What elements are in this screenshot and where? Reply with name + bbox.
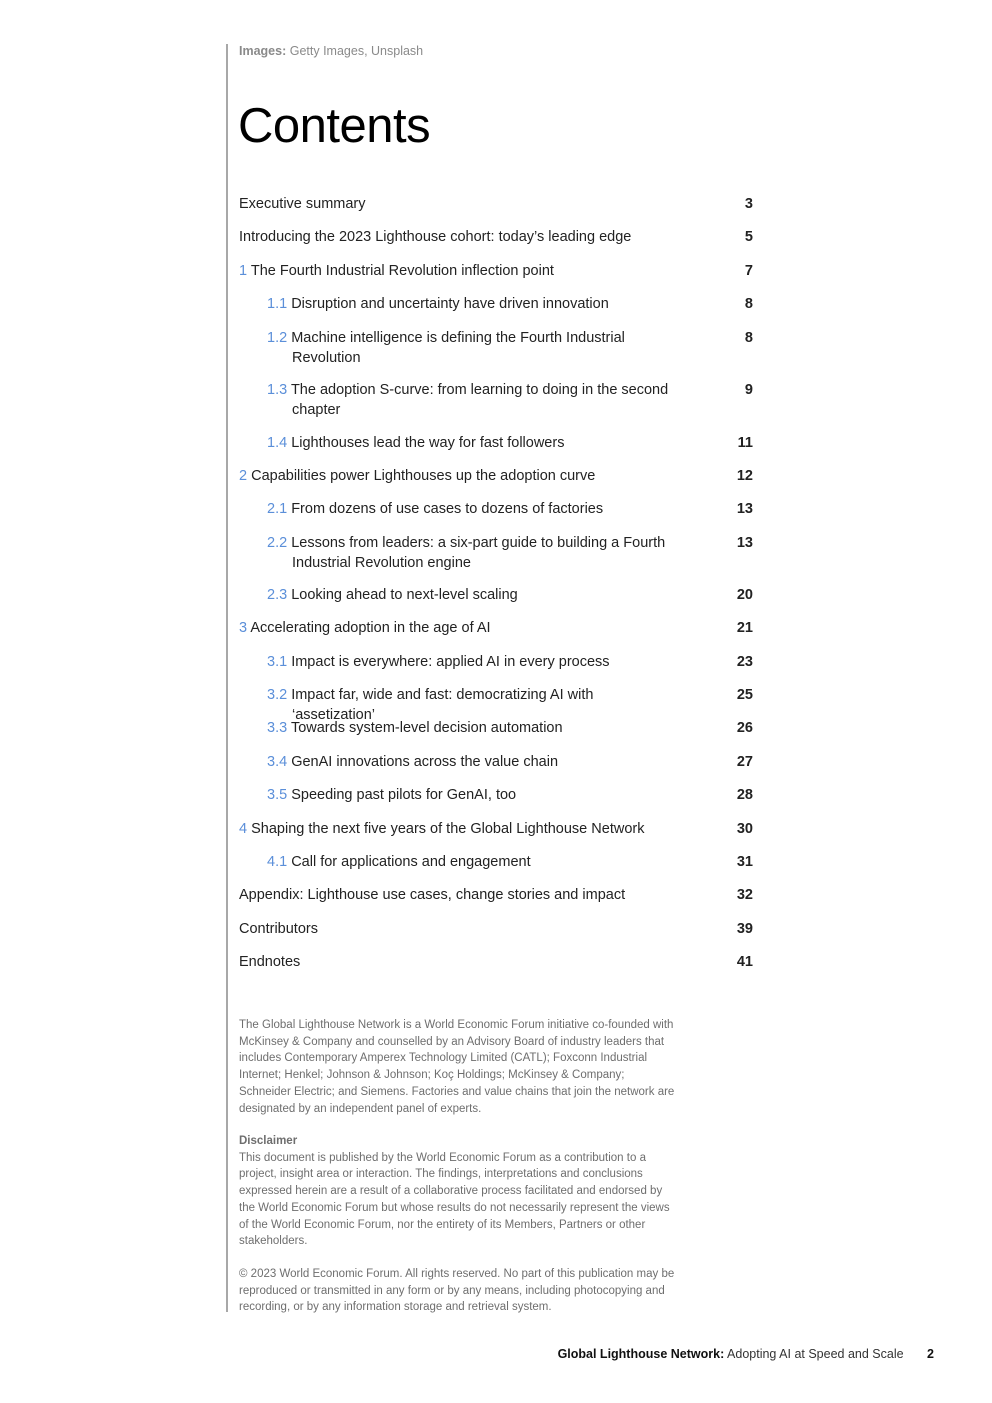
toc-entry-page: 26 — [736, 720, 753, 736]
toc-entry-label — [239, 467, 755, 487]
credits-label: Images: — [239, 44, 287, 58]
toc-entry-page: 8 — [744, 330, 753, 346]
toc-entry-label — [239, 434, 755, 454]
toc-entry[interactable] — [239, 953, 755, 973]
toc-entry[interactable] — [239, 195, 755, 215]
toc-entry-text — [239, 262, 719, 282]
toc-entry-page: 27 — [736, 754, 753, 770]
toc-entry-title: From dozens of use cases to dozens of factories — [291, 501, 604, 517]
toc-entry[interactable] — [239, 434, 755, 454]
toc-entry[interactable] — [239, 467, 755, 487]
toc-entry-title: Towards system-level decision automation — [290, 720, 563, 736]
copyright-notice: © 2023 World Economic Forum. All rights reserved. No part of this publication may be reproduced or transmitted in any form or by any means, including photocopying and recording, or by any information storage and retrieval system. — [239, 1268, 675, 1314]
toc-entry-page: 7 — [744, 263, 753, 279]
footer-publication-name: Global Lighthouse Network: — [557, 1347, 725, 1361]
toc-entry-page: 39 — [736, 921, 753, 937]
toc-entry-text — [239, 886, 719, 906]
toc-entry-title: Machine intelligence is defining the Fourth Industrial Revolution — [291, 330, 625, 366]
toc-entry-title: Shaping the next five years of the Global Lighthouse Network — [251, 821, 645, 837]
page-footer — [558, 1347, 934, 1361]
toc-entry-number: 3.3 — [267, 720, 288, 736]
toc-entry[interactable] — [239, 586, 755, 606]
toc-entry[interactable] — [239, 786, 755, 806]
toc-entry-page: 28 — [736, 787, 753, 803]
toc-entry-page: 21 — [736, 620, 753, 636]
toc-entry-text — [239, 953, 719, 973]
toc-entry-label — [239, 719, 755, 739]
toc-entry-number: 3.1 — [267, 654, 288, 670]
toc-entry-label — [239, 295, 755, 315]
toc-entry-text — [267, 653, 677, 673]
toc-entry-page: 8 — [744, 296, 753, 312]
toc-entry[interactable] — [239, 886, 755, 906]
toc-entry-label — [239, 586, 755, 606]
toc-entry-label — [239, 653, 755, 673]
toc-entry-title: Disruption and uncertainty have driven innovation — [291, 296, 609, 312]
toc-entry-title: Speeding past pilots for GenAI, too — [291, 787, 517, 803]
toc-entry-text — [239, 820, 719, 840]
toc-entry-label — [239, 753, 755, 773]
page-title: Contents — [238, 99, 431, 153]
toc-entry-title: Introducing the 2023 Lighthouse cohort: today’s leading edge — [239, 229, 632, 245]
toc-entry[interactable] — [239, 329, 755, 368]
toc-entry-page: 32 — [736, 887, 753, 903]
toc-entry-label — [239, 329, 755, 368]
toc-entry-title: Looking ahead to next-level scaling — [291, 587, 518, 603]
toc-entry-text — [267, 500, 677, 520]
toc-entry-number: 3 — [239, 620, 248, 636]
toc-entry-label — [239, 953, 755, 973]
toc-entry-text — [267, 434, 677, 454]
toc-entry-label — [239, 886, 755, 906]
toc-entry-label — [239, 920, 755, 940]
toc-entry-title: Appendix: Lighthouse use cases, change stories and impact — [239, 887, 626, 903]
toc-entry-title: Impact is everywhere: applied AI in every process — [291, 654, 610, 670]
toc-entry[interactable] — [239, 853, 755, 873]
image-credits — [239, 44, 423, 58]
toc-entry-text — [267, 719, 677, 739]
toc-entry-page: 25 — [736, 687, 753, 703]
toc-entry-text — [267, 329, 677, 368]
toc-entry-page: 23 — [736, 654, 753, 670]
disclaimer-heading: Disclaimer — [239, 1135, 298, 1147]
toc-entry-page: 12 — [736, 468, 753, 484]
toc-entry-title: Lessons from leaders: a six-part guide to building a Fourth Industrial Revolution engine — [291, 535, 666, 571]
toc-entry-label — [239, 381, 755, 420]
toc-entry[interactable] — [239, 753, 755, 773]
toc-entry-title: Capabilities power Lighthouses up the adoption curve — [251, 468, 596, 484]
toc-entry-number: 2.1 — [267, 501, 288, 517]
margin-rule — [226, 44, 228, 1312]
toc-entry-page: 20 — [736, 587, 753, 603]
toc-entry[interactable] — [239, 653, 755, 673]
toc-entry-label — [239, 195, 755, 215]
disclaimer-text: This document is published by the World Economic Forum as a contribution to a project, insight area or interaction. The findings, interpretations and conclusions expressed herein are a result of a collaborative process facilitated and endorsed by the World Economic Forum but whose results do not necessarily represent the views of the World Economic Forum, nor the entirety of its Members, Partners or other stakeholders. — [239, 1151, 670, 1248]
toc-entry-title: The adoption S-curve: from learning to doing in the second chapter — [290, 382, 669, 418]
toc-entry[interactable] — [239, 262, 755, 282]
toc-entry-number: 2.2 — [267, 535, 288, 551]
toc-entry-number: 1 — [239, 263, 248, 279]
toc-entry[interactable] — [239, 500, 755, 520]
toc-entry-page: 13 — [736, 501, 753, 517]
toc-entry-text — [239, 619, 719, 639]
toc-entry-number: 1.1 — [267, 296, 288, 312]
toc-entry-label — [239, 853, 755, 873]
toc-entry-label — [239, 619, 755, 639]
footer-publication-title: Adopting AI at Speed and Scale — [727, 1347, 904, 1361]
toc-entry-text — [267, 786, 677, 806]
footer-page-number: 2 — [927, 1347, 934, 1361]
toc-entry-title: The Fourth Industrial Revolution inflection point — [250, 263, 554, 279]
toc-entry-text — [267, 753, 677, 773]
toc-entry-number: 1.2 — [267, 330, 288, 346]
toc-entry-number: 1.4 — [267, 435, 288, 451]
toc-entry-text — [239, 920, 719, 940]
toc-entry-page: 11 — [737, 435, 753, 451]
toc-entry-title: Impact far, wide and fast: democratizing AI with ‘assetization’ — [291, 687, 594, 723]
toc-entry[interactable] — [239, 228, 755, 248]
toc-entry-text — [239, 195, 719, 215]
toc-entry[interactable] — [239, 820, 755, 840]
toc-entry-label — [239, 820, 755, 840]
toc-entry-label — [239, 228, 755, 248]
toc-entry-label — [239, 534, 755, 573]
toc-entry-page: 9 — [744, 382, 753, 398]
disclaimer-block — [239, 1133, 679, 1250]
credits-value: Getty Images, Unsplash — [289, 44, 424, 58]
toc-entry-number: 3.5 — [267, 787, 288, 803]
toc-entry-title: Contributors — [239, 921, 318, 937]
toc-entry-title: Endnotes — [239, 954, 301, 970]
toc-entry-label — [239, 500, 755, 520]
toc-entry-number: 2 — [239, 468, 248, 484]
toc-entry-title: Call for applications and engagement — [291, 854, 531, 870]
toc-entry-text — [267, 853, 677, 873]
toc-entry[interactable] — [239, 295, 755, 315]
toc-entry-title: GenAI innovations across the value chain — [291, 754, 559, 770]
toc-entry-title: Accelerating adoption in the age of AI — [250, 620, 491, 636]
toc-entry-number: 3.2 — [267, 687, 288, 703]
toc-entry-page: 5 — [744, 229, 753, 245]
toc-entry-text — [267, 534, 677, 573]
toc-entry-label — [239, 262, 755, 282]
toc-entry-label — [239, 786, 755, 806]
toc-entry-page: 41 — [736, 954, 753, 970]
toc-entry-page: 31 — [736, 854, 753, 870]
toc-entry-number: 4.1 — [267, 854, 288, 870]
toc-entry[interactable] — [239, 619, 755, 639]
toc-entry[interactable] — [239, 381, 755, 420]
about-paragraph: The Global Lighthouse Network is a World Economic Forum initiative co-founded with McKinsey & Company and counselled by an Advisory Board of industry leaders that includes Contemporary Amperex Technology Limited (CATL); Foxconn Industrial Internet; Henkel; Johnson & Johnson; Koç Holdings; McKinsey & Company; Schneider Electric; and Siemens. Factories and value chains that join the network are designated by an independent panel of experts. — [239, 1019, 675, 1115]
toc-entry-text — [267, 295, 677, 315]
toc-entry-text — [239, 467, 719, 487]
toc-entry-number: 1.3 — [267, 382, 288, 398]
toc-entry-number: 3.4 — [267, 754, 288, 770]
toc-entry-text — [267, 381, 677, 420]
toc-entry-text — [239, 228, 719, 248]
toc-entry-number: 2.3 — [267, 587, 288, 603]
toc-entry[interactable] — [239, 719, 755, 739]
toc-entry-title: Lighthouses lead the way for fast followers — [291, 435, 565, 451]
toc-entry-page: 30 — [736, 821, 753, 837]
toc-entry-text — [267, 586, 677, 606]
toc-entry-title: Executive summary — [239, 196, 366, 212]
toc-entry[interactable] — [239, 534, 755, 573]
toc-entry-page: 3 — [744, 196, 753, 212]
toc-entry-number: 4 — [239, 821, 248, 837]
toc-entry-page: 13 — [736, 535, 753, 551]
toc-entry[interactable] — [239, 920, 755, 940]
